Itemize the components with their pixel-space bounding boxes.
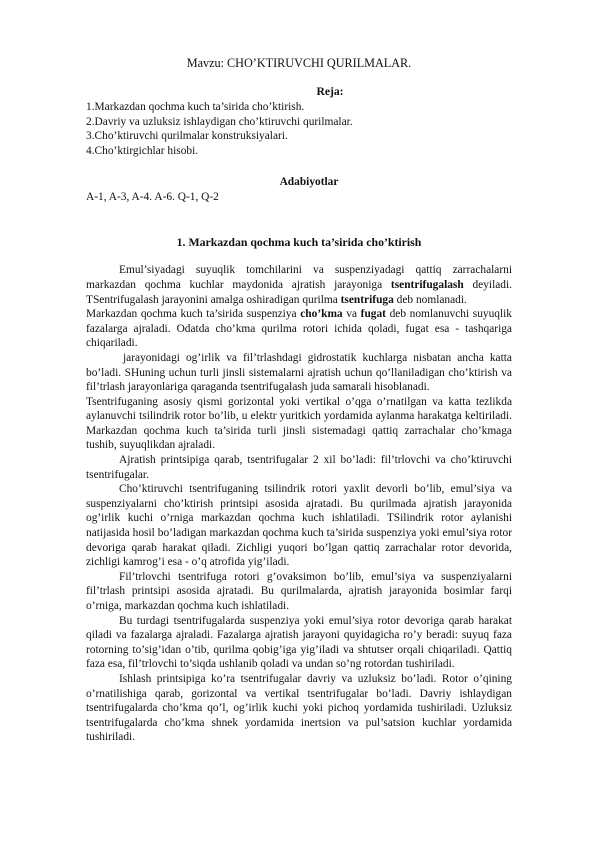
section-heading: 1. Markazdan qochma kuch ta’sirida cho’ktirish — [176, 234, 422, 249]
page-title: Mavzu: CHO’KTIRUVCHI QURILMALAR. — [186, 56, 412, 70]
document-page — [86, 56, 512, 745]
term-fugat: fugat — [360, 308, 386, 321]
paragraph-1 — [86, 263, 512, 307]
paragraph-9: Ishlash printsipiga ko’ra tsentrifugalar davriy va uzluksiz bo’ladi. Rotor o’qining o’rnatilishiga qarab, gorizontal va vertikal tsentrifugalar bo’ladi. Davriy ishlaydigan tsentrifugalarda cho’kma qo’l, og’irlik kuchi yoki pichoq yordamida tushiriladi. Uzluksiz tsentrifugalarda cho’kma shnek yordamida inertsion va pul’satsion kuchlar yordamida tushiriladi. — [86, 672, 512, 744]
plan-item-1: 1.Markazdan qochma kuch ta’sirida cho’ktirish. — [86, 101, 305, 114]
paragraph-3: jarayonidagi og’irlik va fil’trlashdagi gidrostatik kuchlarga nisbatan ancha katta bo’ladi. SHuning uchun turli jinsli sistemalarni ajratish uchun qo’llaniladigan cho’ktirish va fil’trlash jarayonlariga qaraganda tsentrifugalash juda samarali hisoblanadi. — [86, 351, 512, 394]
literature-heading: Adabiyotlar — [279, 175, 339, 188]
paragraph-4: Tsentrifuganing asosiy qismi gorizontal yoki vertikal o’qga o’rnatilgan va katta tezlikda aylanuvchi tsilindrik rotor bo’lib, u elektr yuritkich yordamida aylanma harakatga keltiriladi. Markazdan qochma kuch ta’sirida turli jinsli sistemadagi qattiq zarrachalar cho’kmaga tushib, suyuqlikdan ajraladi. — [86, 395, 512, 452]
paragraph-2-text-a: Markazdan qochma kuch ta’sirida suspenziya — [86, 308, 301, 321]
term-tsentrifuga: tsentrifuga — [340, 293, 394, 306]
literature-list: A-1, A-3, A-4. A-6. Q-1, Q-2 — [86, 191, 219, 204]
plan-item-2: 2.Davriy va uzluksiz ishlaydigan cho’ktiruvchi qurilmalar. — [86, 115, 353, 128]
term-tsentrifugalash: tsentrifugalash — [390, 278, 464, 291]
paragraph-2-text-c: va — [342, 308, 361, 321]
plan-item-4: 4.Cho’ktirgichlar hisobi. — [86, 144, 199, 157]
paragraph-2-text-e: deb nomlanuvchi suyuqlik fazalarga ajraladi. Odatda cho’kma qurilma rotori ichida qoladi, fugat esa - tashqariga chiqariladi. — [86, 308, 513, 350]
term-chokma: cho’kma — [300, 308, 343, 321]
paragraph-1-text-e: deb nomlanadi. — [393, 293, 467, 306]
paragraph-1-text-a: Emul’siyadagi suyuqlik tomchilarini va suspenziyadagi qattiq zarrachalarni markazdan qochma kuchlar maydonida ajratish jarayoniga — [86, 264, 512, 291]
plan-heading: Reja: — [316, 84, 344, 98]
paragraph-8: Bu turdagi tsentrifugalarda suspenziya yoki emul’siya rotor devoriga qarab harakat qiladi va fazalarga ajraladi. Fazalarga ajratish jarayoni quyidagicha ro’y beradi: suyuq faza rotorning to’sig’idan o’tib, qurilma qobig’iga yig’iladi va shtutser orqali chiqariladi. Qattiq faza esa, fil’trlovchi to’siqda ushlanib qoladi va undan so’ng rotordan tushiriladi. — [86, 614, 512, 671]
paragraph-1-text-c: deyiladi. TSentrifugalash jarayonini amalga oshiradigan qurilma — [86, 278, 512, 306]
paragraph-5: Ajratish printsipiga qarab, tsentrifugalar 2 xil bo’ladi: fil’trlovchi va cho’ktiruvchi tsentrifugalar. — [86, 454, 512, 481]
paragraph-7: Fil’trlovchi tsentrifuga rotori g’ovaksimon bo’lib, emul’siya va suspenziyalarni fil’trlash printsipi asosida ajratadi. Bu qurilmalarda, ajratish jarayonida bosimlar farqi o’rniga, markazdan qochma kuch ishlatiladi. — [86, 570, 512, 612]
paragraph-2 — [86, 307, 512, 351]
paragraph-6: Cho’ktiruvchi tsentrifuganing tsilindrik rotori yaxlit devorli bo’lib, emul’siya va suspenziyalarni cho’ktirish printsipi asosida ajratadi. Bu qurilmada ajratish jarayonida og’irlik kuchi o’rniga markazdan qochma kuch ishlatiladi. TSilindrik rotor aylanishi natijasida hosil bo’ladigan markazdan qochma kuch ta’sirida suspenziya yoki emul’siya rotor devoriga qarab harakat qiladi. Zichligi yuqori bo’lgan qattiq zarrachalar rotor devorida, zichligi kamrog’i esa - o’q atrofida yig’iladi. — [86, 483, 512, 569]
plan-item-3: 3.Cho’ktiruvchi qurilmalar konstruksiyalari. — [86, 130, 288, 143]
